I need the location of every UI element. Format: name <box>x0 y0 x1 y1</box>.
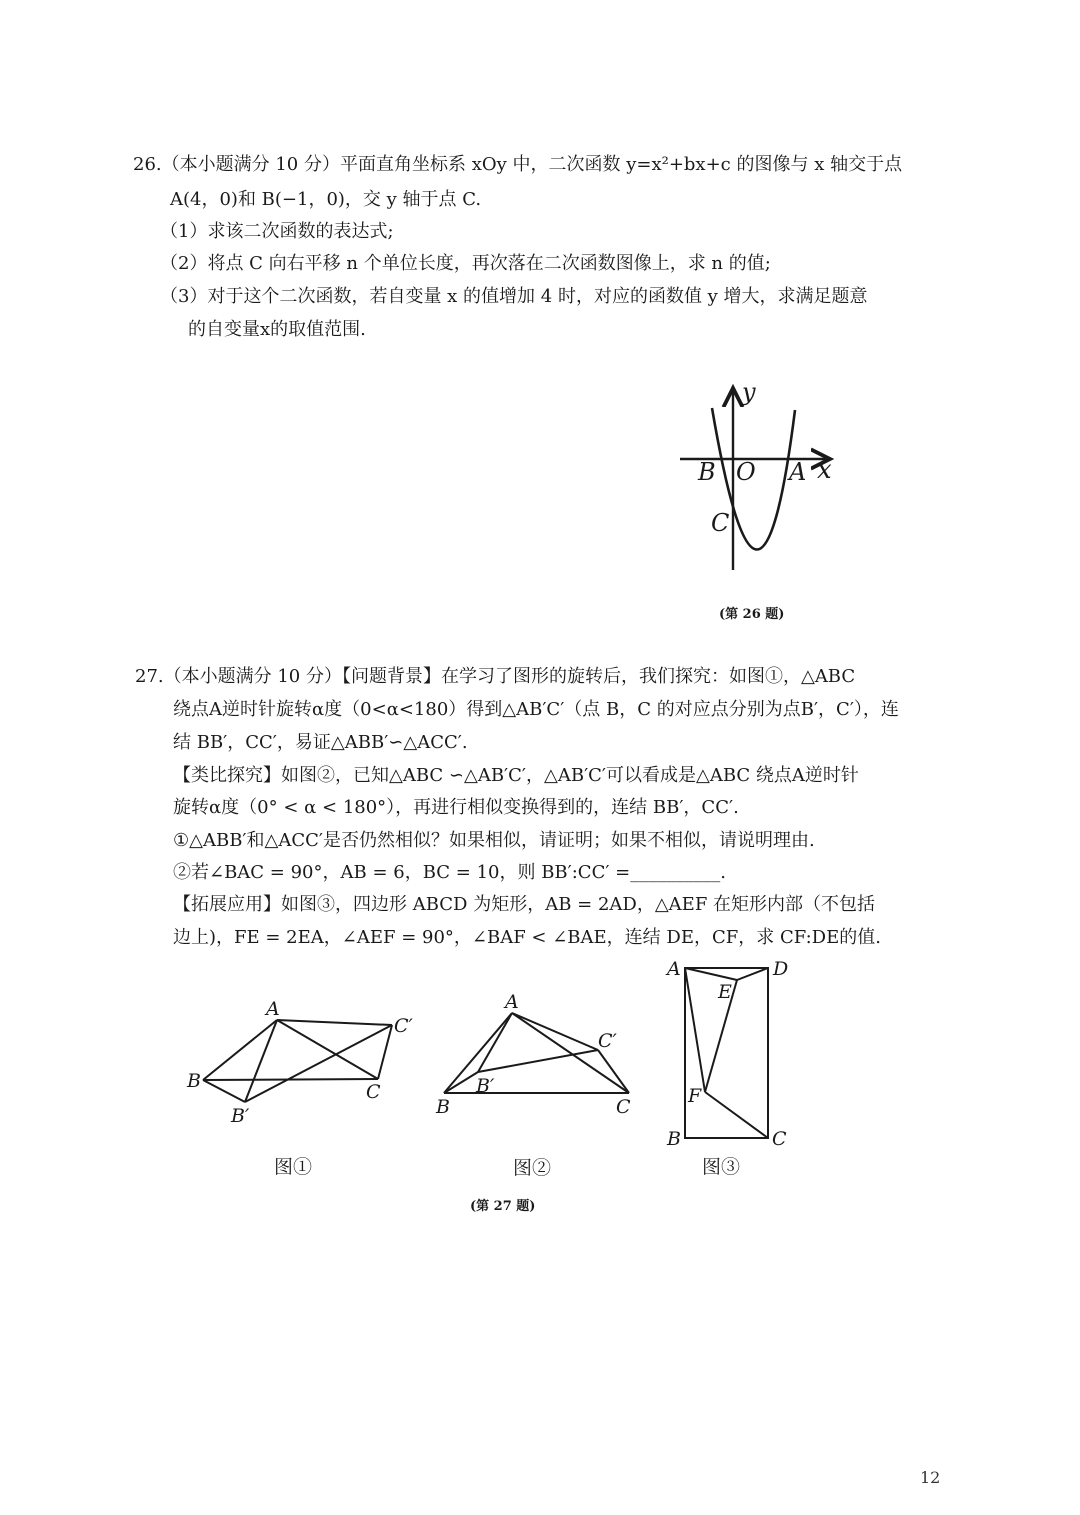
fig1-AB <box>203 1020 277 1080</box>
fig3-rectangle <box>685 968 768 1138</box>
fig3-label-E: E <box>718 981 732 1003</box>
q27-line-6: ①△ABB′和△ACC′是否仍然相似？如果相似，请证明；如果不相似，请说明理由. <box>173 830 815 851</box>
fig2-B1C1 <box>478 1050 598 1072</box>
fig3-label-C: C <box>772 1128 787 1150</box>
label-B: B <box>698 458 716 486</box>
fig3-label-B: B <box>667 1128 681 1150</box>
label-x: x <box>817 455 832 485</box>
fig1-label-C: C <box>366 1081 381 1103</box>
fig1-B1C1 <box>245 1025 392 1102</box>
fig3-AF <box>685 968 705 1092</box>
q26-figure-caption: (第 26 题) <box>719 607 785 622</box>
page-number: 12 <box>920 1468 941 1487</box>
fig3-DE <box>737 968 768 980</box>
fig2-AC <box>512 1013 629 1093</box>
fig3-title: 图③ <box>702 1156 741 1178</box>
fig3-EF <box>705 980 737 1092</box>
fig3-label-D: D <box>773 958 789 980</box>
fig2-AB1 <box>478 1013 512 1072</box>
fig2-label-B1: B′ <box>476 1075 495 1097</box>
fig1-title: 图① <box>274 1156 313 1178</box>
fig2-AC1 <box>512 1013 598 1050</box>
q26-line-4: （2）将点 C 向右平移 n 个单位长度，再次落在二次函数图像上，求 n 的值; <box>160 253 771 274</box>
fig1-CC1 <box>378 1025 392 1079</box>
fig2-title: 图② <box>513 1157 552 1179</box>
fig2-AB <box>444 1013 512 1093</box>
fig2-BB1 <box>444 1072 478 1093</box>
label-O: O <box>736 458 756 486</box>
fig2-label-A: A <box>505 991 519 1013</box>
fig1-AC <box>277 1020 378 1079</box>
q26-line-5: （3）对于这个二次函数，若自变量 x 的值增加 4 时，对应的函数值 y 增大，求满足题意 <box>160 286 868 307</box>
fig1-AC1 <box>277 1020 392 1025</box>
fig1-label-C1: C′ <box>394 1015 413 1037</box>
q26-line-3: （1）求该二次函数的表达式; <box>160 221 394 242</box>
fig2-label-C1: C′ <box>598 1030 617 1052</box>
q26-line-6: 的自变量x的取值范围. <box>188 319 366 340</box>
figure-2 <box>444 1013 629 1093</box>
fig3-CF <box>705 1092 768 1138</box>
q27-figure-caption: (第 27 题) <box>470 1199 536 1214</box>
figure-1 <box>203 1020 392 1102</box>
fig1-BC <box>203 1079 378 1080</box>
fig3-label-A: A <box>667 958 681 980</box>
q27-line-3: 结 BB′，CC′，易证△ABB′∽△ACC′. <box>173 732 468 753</box>
fig1-label-A: A <box>266 998 280 1020</box>
q27-line-4: 【类比探究】如图②，已知△ABC ∽△AB′C′，△AB′C′可以看成是△ABC 绕点A逆时针 <box>173 765 859 786</box>
fig2-label-B: B <box>436 1096 450 1118</box>
parabola-curve <box>712 408 795 550</box>
label-C: C <box>711 509 730 537</box>
q26-line-2: A(4，0)和 B(−1，0)，交 y 轴于点 C. <box>170 189 482 210</box>
label-A: A <box>789 458 807 486</box>
q27-line-8: 【拓展应用】如图③，四边形 ABCD 为矩形，AB = 2AD，△AEF 在矩形内部（不包括 <box>173 894 876 915</box>
fig1-AB1 <box>245 1020 277 1102</box>
fig2-CC1 <box>598 1050 629 1093</box>
q27-line-9: 边上)，FE = 2EA，∠AEF = 90°，∠BAF < ∠BAE，连结 DE，CF，求 CF:DE的值. <box>173 927 881 948</box>
q27-line-2: 绕点A逆时针旋转α度（0<α<180）得到△AB′C′（点 B，C 的对应点分别为点B′，C′），连 <box>173 699 899 720</box>
q27-line-1: 27.（本小题满分 10 分）【问题背景】在学习了图形的旋转后，我们探究：如图①，△ABC <box>135 666 856 687</box>
fig3-AE <box>685 968 737 980</box>
fig1-BB1 <box>203 1080 245 1102</box>
q27-line-7: ②若∠BAC = 90°，AB = 6，BC = 10，则 BB′:CC′ =__________. <box>173 862 726 883</box>
q26-line-1: 26.（本小题满分 10 分）平面直角坐标系 xOy 中，二次函数 y=x²+bx+c 的图像与 x 轴交于点 <box>133 154 903 175</box>
fig3-label-F: F <box>688 1085 702 1107</box>
fig2-label-C: C <box>616 1096 631 1118</box>
figure-3 <box>685 968 768 1138</box>
fig1-label-B1: B′ <box>231 1105 250 1127</box>
fig1-label-B: B <box>187 1070 201 1092</box>
q27-line-5: 旋转α度（0° < α < 180°），再进行相似变换得到的，连结 BB′，CC′. <box>173 797 739 818</box>
label-y: y <box>742 378 756 406</box>
